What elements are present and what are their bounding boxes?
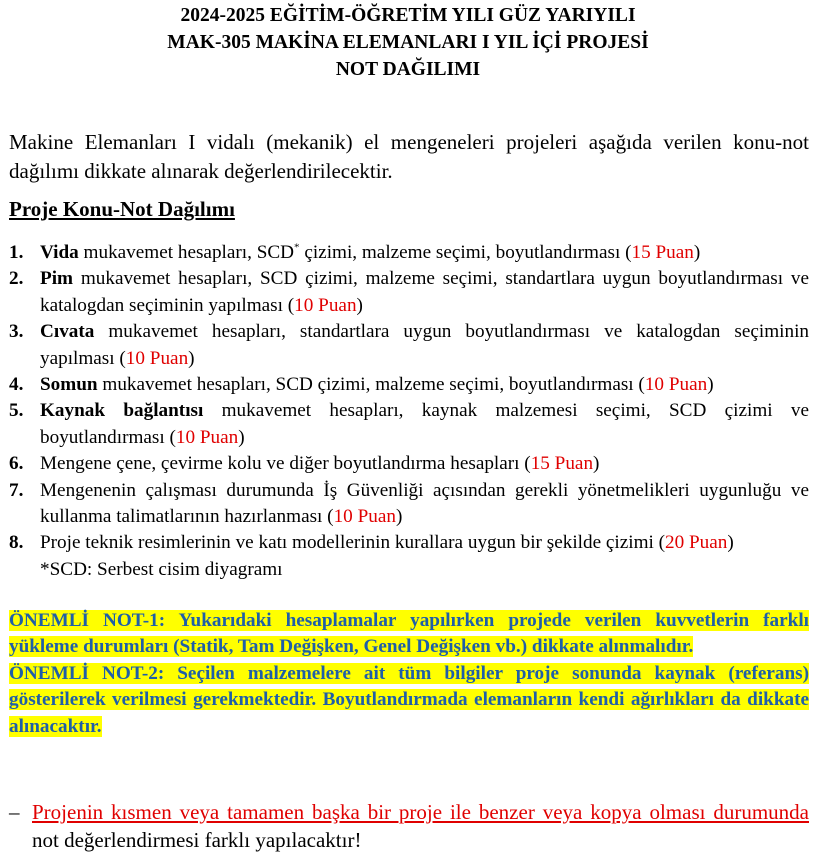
item-points: 10 Puan bbox=[294, 294, 357, 316]
item-close: ) bbox=[188, 347, 195, 369]
item-number: 7. bbox=[9, 479, 24, 501]
item-close: ) bbox=[693, 242, 701, 263]
list-item bbox=[9, 319, 809, 372]
item-close: ) bbox=[395, 506, 403, 528]
item-number: 3. bbox=[9, 321, 24, 343]
section-heading: Proje Konu-Not Dağılımı bbox=[9, 197, 235, 221]
item-points: 10 Puan bbox=[125, 347, 189, 369]
list-item bbox=[9, 451, 809, 477]
item-title: Somun bbox=[40, 374, 98, 396]
item-points: 10 Puan bbox=[175, 426, 239, 448]
item-number: 6. bbox=[9, 453, 24, 475]
title-line-3: NOT DAĞILIMI bbox=[335, 59, 481, 80]
item-text: mukavemet hesapları, kaynak malzemesi seçimi, SCD çizimi ve boyutlandırması ( bbox=[40, 400, 809, 448]
list-item bbox=[9, 372, 809, 398]
item-number: 5. bbox=[9, 400, 24, 422]
footnote: *SCD: Serbest cisim diyagramı bbox=[40, 558, 283, 580]
title-line-2: MAK-305 MAKİNA ELEMANLARI I YIL İÇİ PROJESİ bbox=[167, 32, 649, 53]
item-number: 8. bbox=[9, 532, 24, 554]
list-item bbox=[9, 266, 809, 319]
list-item bbox=[9, 398, 809, 451]
important-notes bbox=[9, 608, 809, 740]
important-note-2 bbox=[9, 661, 809, 740]
item-text: mukavemet hesapları, SCD çizimi, malzeme seçimi, boyutlandırması ( bbox=[97, 374, 645, 396]
dash-bullet: – bbox=[9, 800, 20, 824]
item-points: 20 Puan bbox=[665, 532, 728, 554]
note-1-text: ÖNEMLİ NOT-1: Yukarıdaki hesaplamalar yapılırken projede verilen kuvvetlerin farklı yükleme durumları (Statik, Tam Değişken, Genel Değişken vb.) dikkate alınmalıdır. bbox=[9, 610, 809, 658]
item-title: Kaynak bağlantısı bbox=[40, 400, 204, 422]
item-text-cont: çizimi, malzeme seçimi, boyutlandırması ( bbox=[299, 242, 632, 263]
item-title: Cıvata bbox=[40, 321, 95, 343]
list-item bbox=[9, 530, 809, 556]
item-close: ) bbox=[707, 374, 714, 396]
document-title bbox=[0, 2, 816, 83]
item-text: Mengene çene, çevirme kolu ve diğer boyutlandırma hesapları ( bbox=[40, 453, 531, 475]
list-item bbox=[9, 240, 809, 266]
warning-text bbox=[9, 798, 809, 854]
item-close: ) bbox=[356, 294, 363, 316]
item-points: 10 Puan bbox=[333, 506, 396, 528]
item-text: mukavemet hesapları, SCD çizimi, malzeme seçimi, standartlara uygun boyutlandırması ve katalogdan seçiminin yapılması ( bbox=[40, 268, 809, 316]
item-points: 15 Puan bbox=[631, 242, 694, 263]
footnote-mark: * bbox=[294, 241, 300, 254]
item-text: Proje teknik resimlerinin ve katı modellerinin kurallara uygun bir şekilde çizimi ( bbox=[40, 532, 666, 554]
title-line-1: 2024-2025 EĞİTİM-ÖĞRETİM YILI GÜZ YARIYILI bbox=[180, 5, 636, 26]
item-number: 2. bbox=[9, 268, 24, 290]
item-points: 10 Puan bbox=[644, 374, 708, 396]
item-title: Pim bbox=[40, 268, 74, 290]
item-title: Vida bbox=[40, 242, 79, 263]
item-close: ) bbox=[593, 453, 600, 475]
item-number: 1. bbox=[9, 242, 24, 263]
item-text: mukavemet hesapları, standartlara uygun boyutlandırması ve katalogdan seçiminin yapılması ( bbox=[40, 321, 809, 369]
item-number: 4. bbox=[9, 374, 24, 396]
important-note-1 bbox=[9, 608, 809, 661]
item-points: 15 Puan bbox=[530, 453, 594, 475]
list-item bbox=[9, 478, 809, 531]
intro-paragraph: Makine Elemanları I vidalı (mekanik) el mengeneleri projeleri aşağıda verilen konu-not dağılımı dikkate alınarak değerlendirilecektir. bbox=[9, 130, 809, 183]
item-close: ) bbox=[238, 426, 245, 448]
copy-warning bbox=[9, 798, 809, 854]
item-close: ) bbox=[727, 532, 734, 554]
item-text: Mengenenin çalışması durumunda İş Güvenliği açısından gerekli yönetmelikleri uygunluğu ve kullanma talimatlarının hazırlanması ( bbox=[40, 479, 809, 528]
warning-rest-text: not değerlendirmesi farklı yapılacaktır! bbox=[32, 828, 362, 852]
note-2-text: ÖNEMLİ NOT-2: Seçilen malzemelere ait tüm bilgiler proje sonunda kaynak (referans) gösterilerek verilmesi gerekmektedir. Boyutlandırmada elemanların kendi ağırlıkları da dikkate alınacaktır. bbox=[9, 662, 809, 737]
grade-distribution-list bbox=[9, 240, 809, 583]
item-text: mukavemet hesapları, SCD bbox=[78, 242, 295, 263]
warning-red-text: Projenin kısmen veya tamamen başka bir proje ile benzer veya kopya olması durumunda bbox=[32, 800, 809, 824]
